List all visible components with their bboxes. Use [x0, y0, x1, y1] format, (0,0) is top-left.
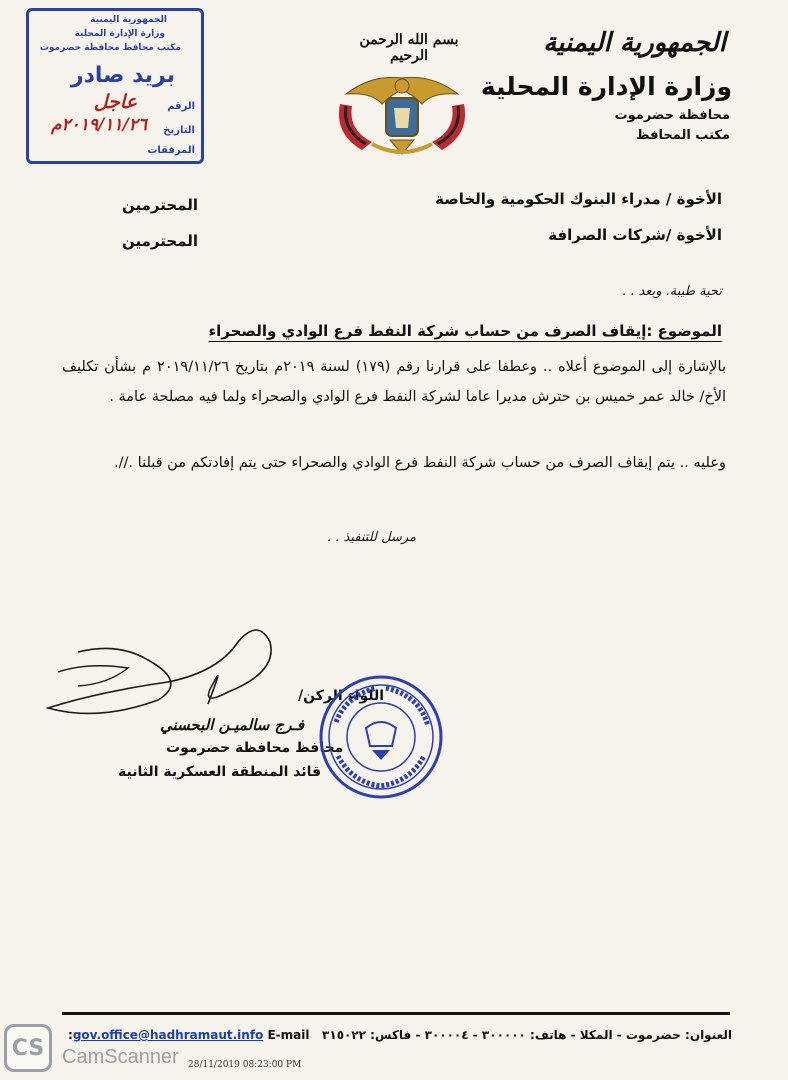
footer-contact — [68, 1028, 732, 1042]
bismillah: بسم الله الرحمن الرحيم — [359, 32, 459, 64]
signatory-rank: اللواء الركن/ — [298, 688, 384, 704]
stamp-title: بريد صادر — [70, 63, 175, 88]
header-republic: الجمهورية اليمنية — [543, 28, 726, 58]
stamp-date-label: التاريخ — [163, 125, 195, 136]
handwritten-signature-icon — [38, 612, 288, 732]
stamp-republic: الجمهورية اليمنية — [90, 15, 167, 25]
header-governorate: محافظة حضرموت — [614, 108, 730, 123]
camscanner-logo-icon: CS — [4, 1024, 52, 1072]
stamp-ref-label: الرقم — [167, 101, 195, 112]
stamp-ref-value: عاجل — [93, 91, 137, 113]
body-paragraph: وعليه .. يتم إيقاف الصرف من حساب شركة النفط فرع الوادي والصحراء حتى يتم إفادتكم من قبلنا .//. — [114, 455, 726, 471]
stamp-attach-label: المرفقات — [147, 145, 195, 156]
stamp-ministry: وزارة الإدارة المحلية — [74, 29, 165, 39]
outgoing-mail-stamp — [26, 8, 204, 164]
camscanner-watermark: CamScanner — [62, 1046, 179, 1068]
stamp-date-value: ٢٠١٩/١١/٢٦م — [51, 115, 147, 135]
header-office: مكتب المحافظ — [636, 128, 730, 143]
addressee-exchange: الأخوة /شركات الصرافة — [548, 226, 722, 244]
footer-email[interactable]: gov.office@hadhramaut.info — [72, 1028, 264, 1042]
footer-address: العنوان: حضرموت - المكلا - هاتف: ٣٠٠٠٠٠ - ٣٠٠٠٠٤ - فاكس: ٣١٥٠٢٢ — [322, 1028, 732, 1042]
footer-divider — [62, 1012, 730, 1015]
signatory-title-military: قائد المنطقة العسكرية الثانية — [118, 764, 322, 780]
respect-exchange: المحترمين — [122, 232, 199, 250]
signatory-title: محافظ محافظة حضرموت — [166, 740, 344, 756]
signatory-name: فـرج سالميـن البحسني — [160, 716, 305, 734]
respect-banks: المحترمين — [122, 196, 199, 214]
addressee-banks: الأخوة / مدراء البنوك الحكومية والخاصة — [435, 190, 722, 208]
greeting: تحية طيبة. وبعد . . — [622, 284, 722, 299]
yemen-emblem-icon — [332, 64, 472, 158]
header-ministry: وزارة الإدارة المحلية — [480, 72, 732, 101]
footer-email-label: E-mail: — [68, 1028, 310, 1042]
closing-line: مرسل للتنفيذ . . — [327, 530, 416, 545]
stamp-office: مكتب محافظ محافظة حضرموت — [39, 43, 181, 53]
scan-timestamp: 28/11/2019 08:23:00 PM — [188, 1060, 302, 1070]
body-paragraph: بالإشارة إلى الموضوع أعلاه .. وعطفا على قرارنا رقم (١٧٩) لسنة ٢٠١٩م بتاريخ ٢٠١٩/١١/٢٦ م بشأن تكليف الأخ/ خالد عمر خميس بن حترش مديرا عاما لشركة النفط فرع الوادي والصحراء ولما فيه مصلحة عامة . — [62, 359, 726, 405]
official-seal-icon — [316, 672, 446, 802]
subject-line: الموضوع :إيقاف الصرف من حساب شركة النفط فرع الوادي والصحراء — [208, 322, 722, 340]
